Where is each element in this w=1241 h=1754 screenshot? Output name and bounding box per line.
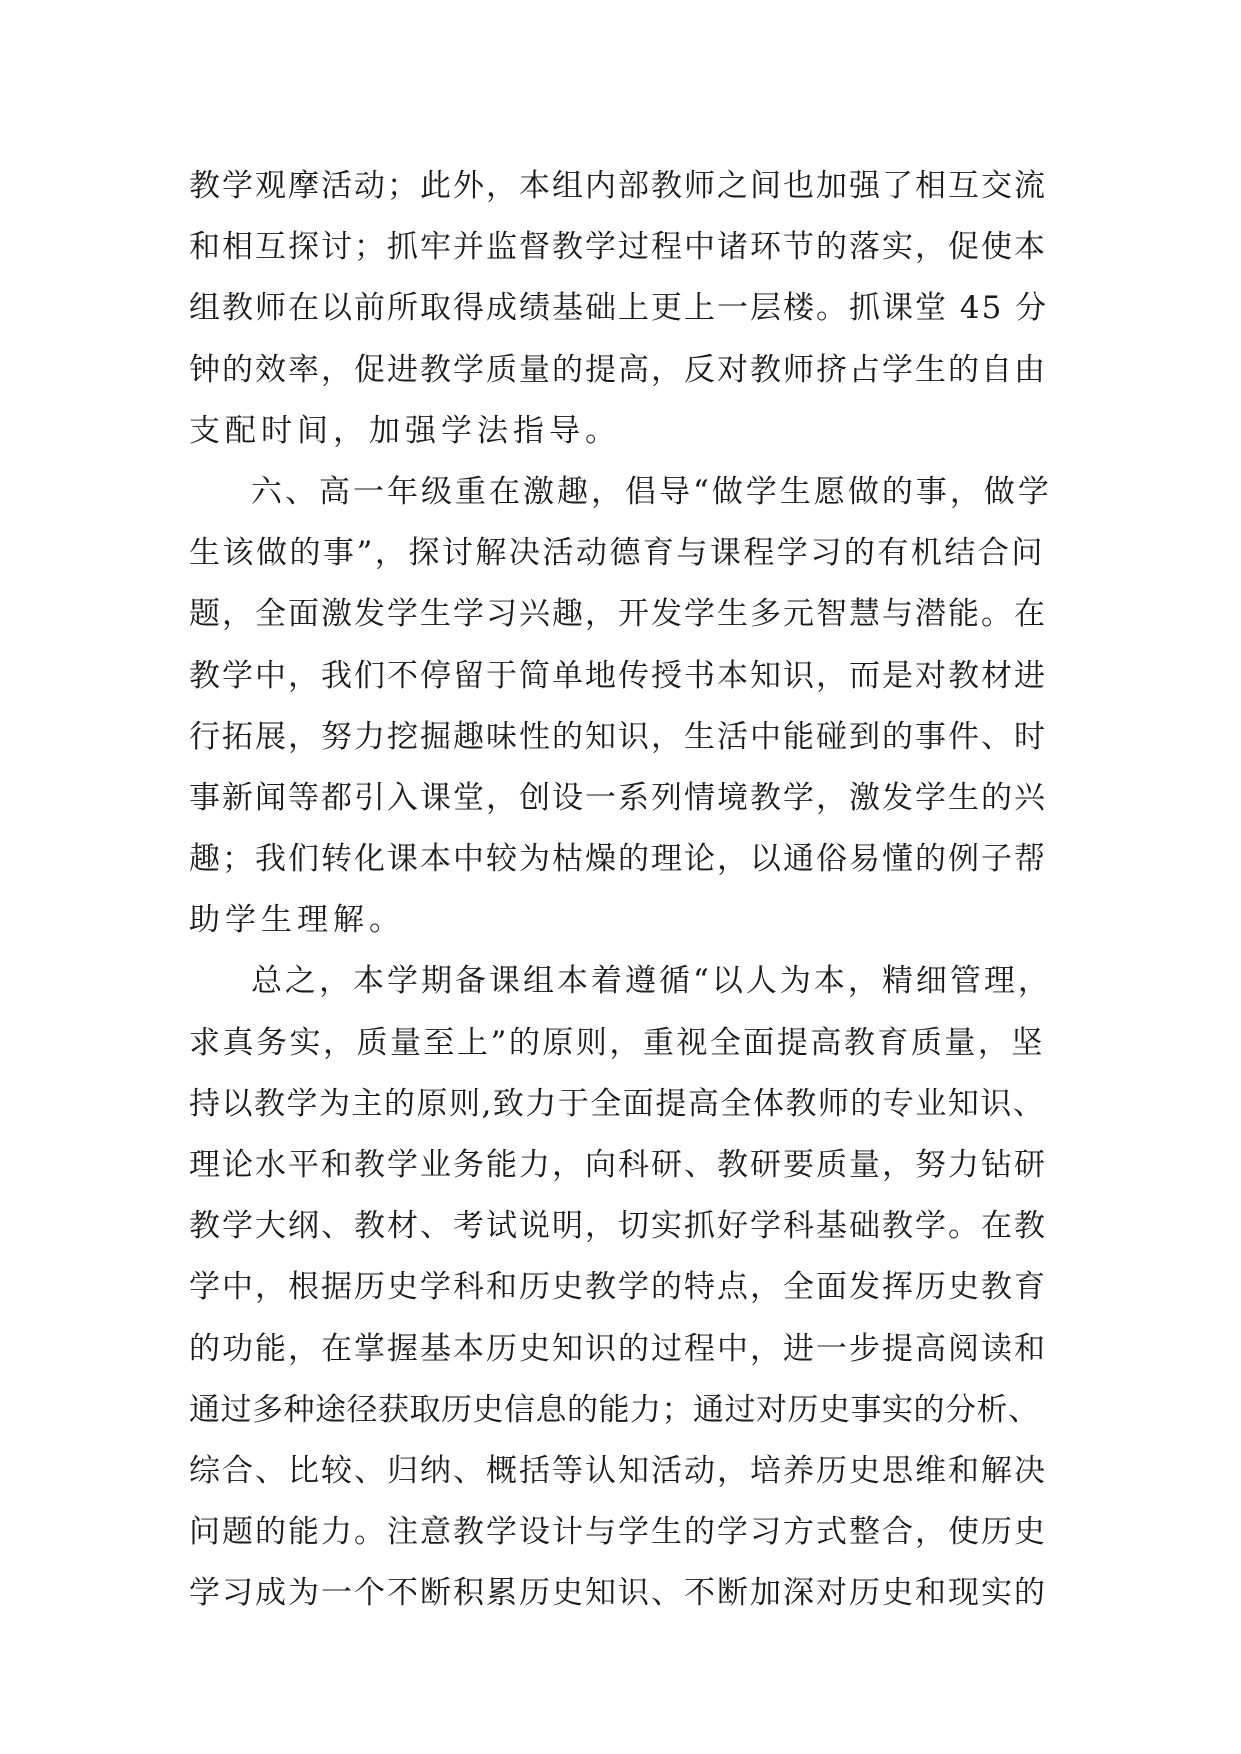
paragraph [189, 156, 1052, 462]
text-line: 钟的效率，促进教学质量的提高，反对教师挤占学生的自由 [189, 351, 1047, 388]
text-line: 助学生理解。 [189, 902, 405, 939]
text-line: 行拓展，努力挖掘趣味性的知识，生活中能碰到的事件、时 [189, 718, 1047, 755]
text-line: 求真务实，质量至上”的原则，重视全面提高教育质量，坚 [189, 1024, 1045, 1061]
paragraph [189, 951, 1052, 1624]
text-line: 学中，根据历史学科和历史教学的特点，全面发挥历史教育 [189, 1269, 1047, 1306]
text-line: 理论水平和教学业务能力，向科研、教研要质量，努力钻研 [189, 1147, 1047, 1183]
text-line: 教学中，我们不停留于简单地传授书本知识，而是对教材进 [189, 657, 1047, 694]
text-line: 组教师在以前所取得成绩基础上更上一层楼。抓课堂 45 分 [189, 290, 1049, 327]
text-line: 的功能，在掌握基本历史知识的过程中，进一步提高阅读和 [189, 1330, 1047, 1367]
text-line: 六、高一年级重在激趣，倡导“做学生愿做的事，做学 [251, 473, 1052, 510]
text-line: 事新闻等都引入课堂，创设一系列情境教学，激发学生的兴 [189, 779, 1047, 816]
text-line: 趣；我们转化课本中较为枯燥的理论，以通俗易懂的例子帮 [189, 841, 1047, 878]
text-line: 教学观摩活动；此外，本组内部教师之间也加强了相互交流 [189, 168, 1047, 204]
text-line: 学习成为一个不断积累历史知识、不断加深对历史和现实的 [189, 1575, 1047, 1612]
text-line: 题，全面激发学生学习兴趣，开发学生多元智慧与潜能。在 [189, 596, 1047, 633]
paragraph [189, 462, 1052, 952]
text-line: 支配时间，加强学法指导。 [189, 412, 621, 449]
text-line: 问题的能力。注意教学设计与学生的学习方式整合，使历史 [189, 1514, 1047, 1551]
text-line: 通过多种途径获取历史信息的能力；通过对历史事实的分析、 [189, 1391, 1040, 1428]
text-line: 生该做的事”，探讨解决活动德育与课程学习的有机结合问 [189, 535, 1045, 572]
text-line: 综合、比较、归纳、概括等认知活动，培养历史思维和解决 [189, 1452, 1047, 1489]
body-text [189, 156, 1052, 1625]
text-line: 总之，本学期备课组本着遵循“以人为本，精细管理， [251, 963, 1052, 1000]
text-line: 持以教学为主的原则,致力于全面提高全体教师的专业知识、 [189, 1085, 1046, 1122]
text-line: 和相互探讨；抓牢并监督教学过程中诸环节的落实，促使本 [189, 229, 1047, 266]
text-line: 教学大纲、教材、考试说明，切实抓好学科基础教学。在教 [189, 1208, 1047, 1245]
